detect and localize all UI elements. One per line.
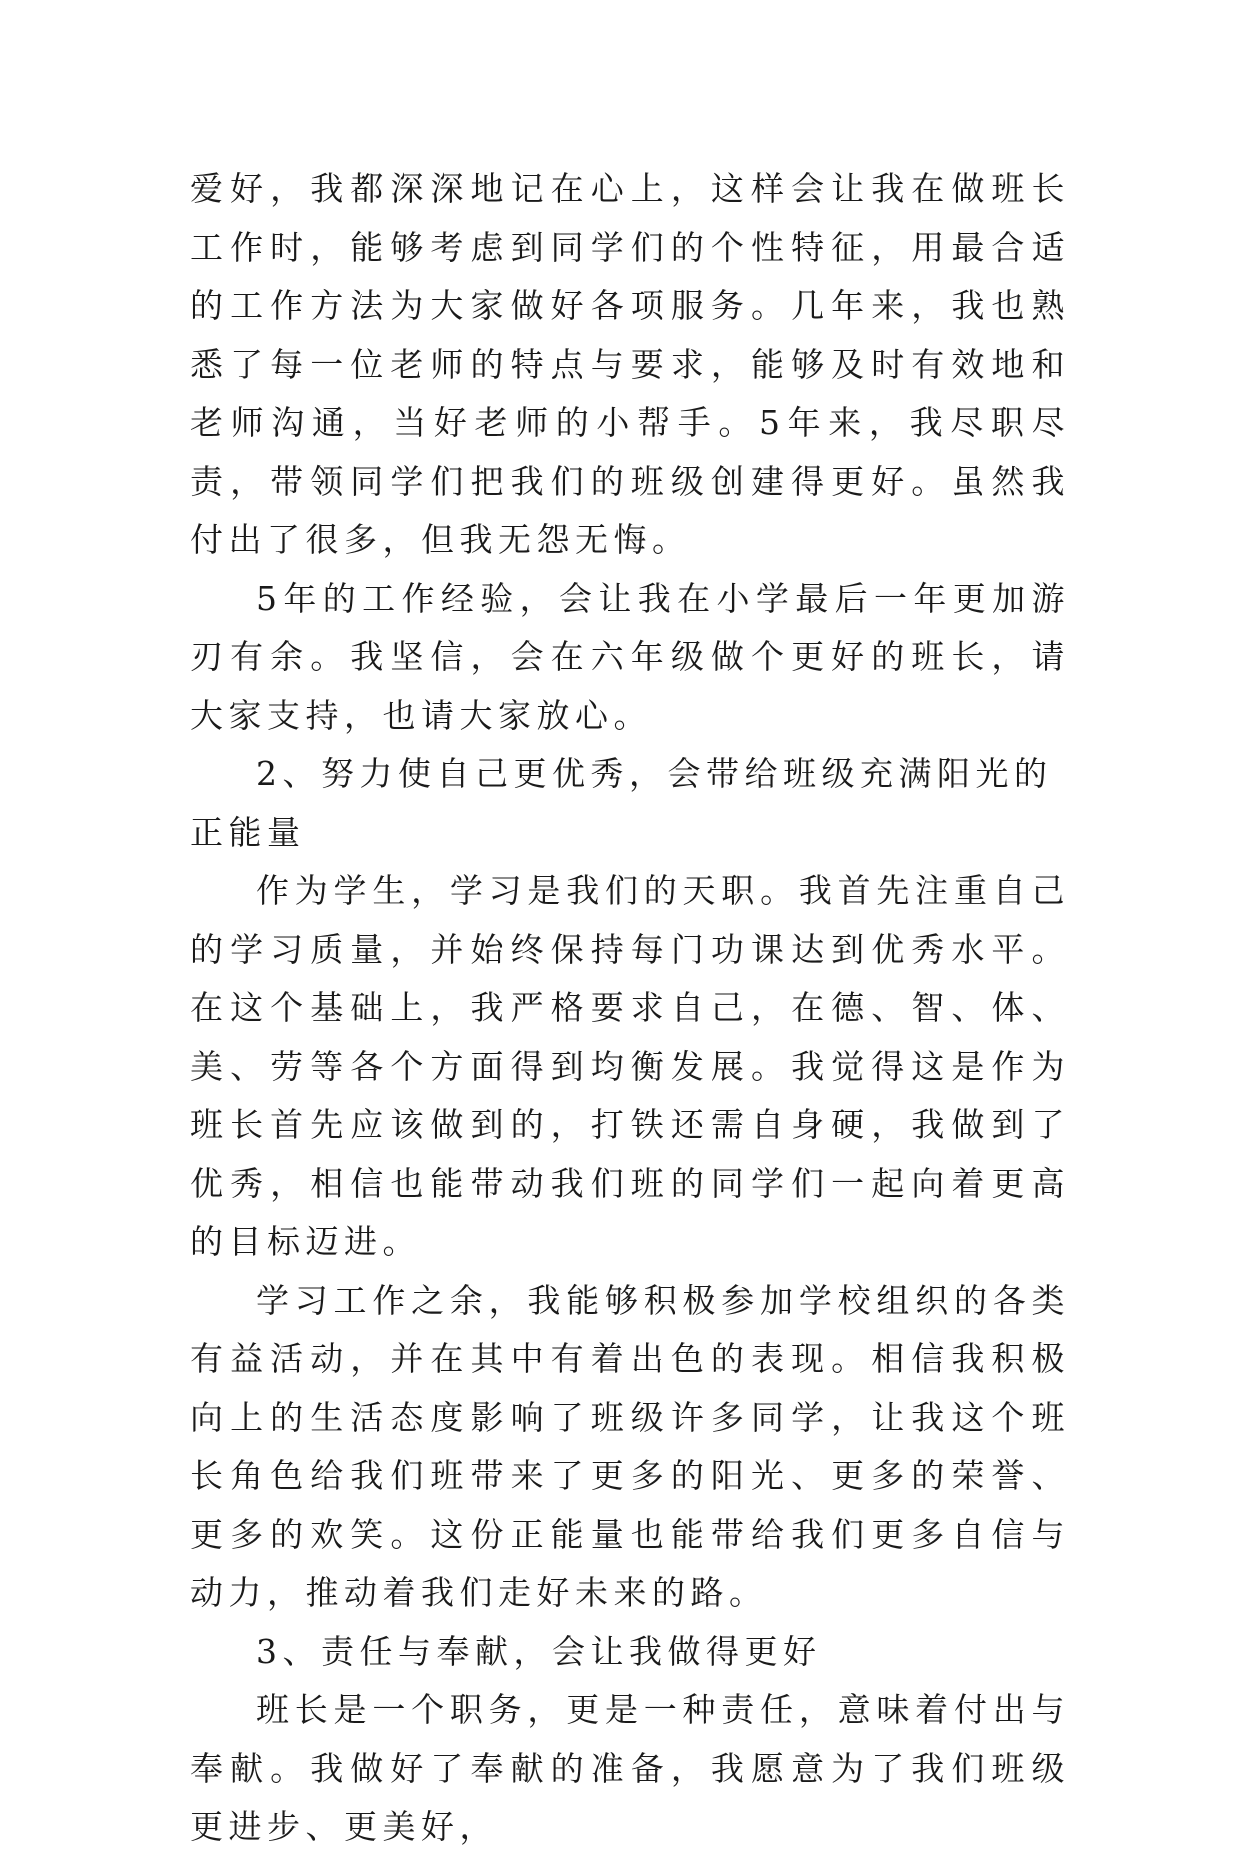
document-body [190,160,1070,1857]
paragraph-responsibility: 班长是一个职务，更是一种责任，意味着付出与奉献。我做好了奉献的准备，我愿意为了我们班级更进步、更美好， [190,1690,1070,1846]
section-heading-2: 2、努力使自己更优秀，会带给班级充满阳光的正能量 [190,754,1053,852]
section-heading-3: 3、责任与奉献，会让我做得更好 [256,1631,822,1671]
paragraph-study: 作为学生，学习是我们的天职。我首先注重自己的学习质量，并始终保持每门功课达到优秀水平。在这个基础上，我严格要求自己，在德、智、体、美、劳等各个方面得到均衡发展。我觉得这是作为班长首先应该做到的，打铁还需自身硬，我做到了优秀，相信也能带动我们班的同学们一起向着更高的目标迈进。 [190,871,1070,1261]
paragraph-activities: 学习工作之余，我能够积极参加学校组织的各类有益活动，并在其中有着出色的表现。相信我积极向上的生活态度影响了班级许多同学，让我这个班长角色给我们班带来了更多的阳光、更多的荣誉、更多的欢笑。这份正能量也能带给我们更多自信与动力，推动着我们走好未来的路。 [190,1280,1070,1612]
paragraph-continued: 爱好，我都深深地记在心上，这样会让我在做班长工作时，能够考虑到同学们的个性特征，用最合适的工作方法为大家做好各项服务。几年来，我也熟悉了每一位老师的特点与要求，能够及时有效地和老师沟通，当好老师的小帮手。5年来，我尽职尽责，带领同学们把我们的班级创建得更好。虽然我付出了很多，但我无怨无悔。 [190,169,1070,559]
paragraph-experience: 5年的工作经验，会让我在小学最后一年更加游刃有余。我坚信，会在六年级做个更好的班长，请大家支持，也请大家放心。 [190,578,1070,735]
